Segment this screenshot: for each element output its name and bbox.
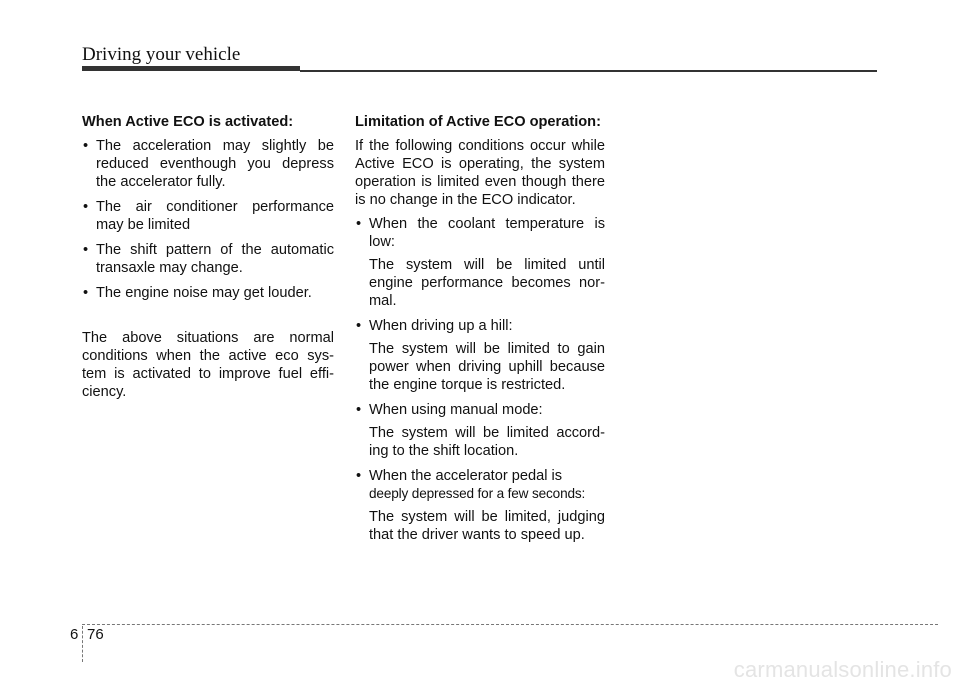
left-bullet-list — [82, 137, 334, 302]
bullet-detail: The system will be limited until engine performance becomes nor-mal. — [369, 257, 605, 309]
header-rule-thick — [82, 66, 300, 71]
left-bullet-item: • The air conditioner performance may be limited — [82, 198, 334, 234]
bullet-detail: The system will be limited accord-ing to the shift location. — [369, 425, 605, 459]
page-number: 76 — [87, 626, 104, 643]
bullet-detail: The system will be limited, judging that the driver wants to speed up. — [369, 509, 605, 543]
spacer — [82, 309, 334, 329]
bullet-label: • When the accelerator pedal is — [369, 468, 563, 484]
bullet-label: • When the coolant temperature is low: — [369, 216, 605, 250]
bullet-detail: The system will be limited to gain power when driving uphill because the engine torque is restricted. — [369, 341, 605, 393]
right-bullet-list — [355, 215, 605, 544]
right-heading: Limitation of Active ECO operation: — [355, 114, 601, 130]
watermark-text: carmanualsonline.info — [733, 657, 952, 682]
header-rule-thin — [300, 70, 877, 72]
left-bullet-item: • The shift pattern of the automatic transaxle may change. — [82, 241, 334, 277]
bullet-label: • When using manual mode: — [369, 402, 543, 418]
right-bullet-item — [355, 467, 605, 544]
left-heading: When Active ECO is activated: — [82, 114, 294, 130]
left-bullet-item: • The acceleration may slightly be reduced eventhough you depress the accelerator fully. — [82, 137, 334, 191]
right-bullet-item — [355, 401, 605, 460]
right-bullet-item — [355, 317, 605, 394]
page-number-divider — [82, 626, 83, 662]
chapter-number: 6 — [70, 626, 79, 643]
footer-dashed-rule — [82, 624, 938, 625]
bullet-label: • When driving up a hill: — [369, 318, 513, 334]
right-column — [355, 113, 605, 551]
right-intro-paragraph: If the following conditions occur while Active ECO is operating, the system operation is limited even though there is no change in the ECO indicator. — [355, 138, 605, 208]
left-bullet-item: • The engine noise may get louder. — [82, 284, 334, 302]
page-header-title: Driving your vehicle — [82, 44, 241, 65]
left-column — [82, 113, 334, 401]
right-bullet-item — [355, 215, 605, 310]
left-paragraph: The above situations are normal conditions when the active eco sys-tem is activated to improve fuel effi-ciency. — [82, 330, 334, 400]
bullet-label-continued: deeply depressed for a few seconds: — [369, 486, 586, 501]
